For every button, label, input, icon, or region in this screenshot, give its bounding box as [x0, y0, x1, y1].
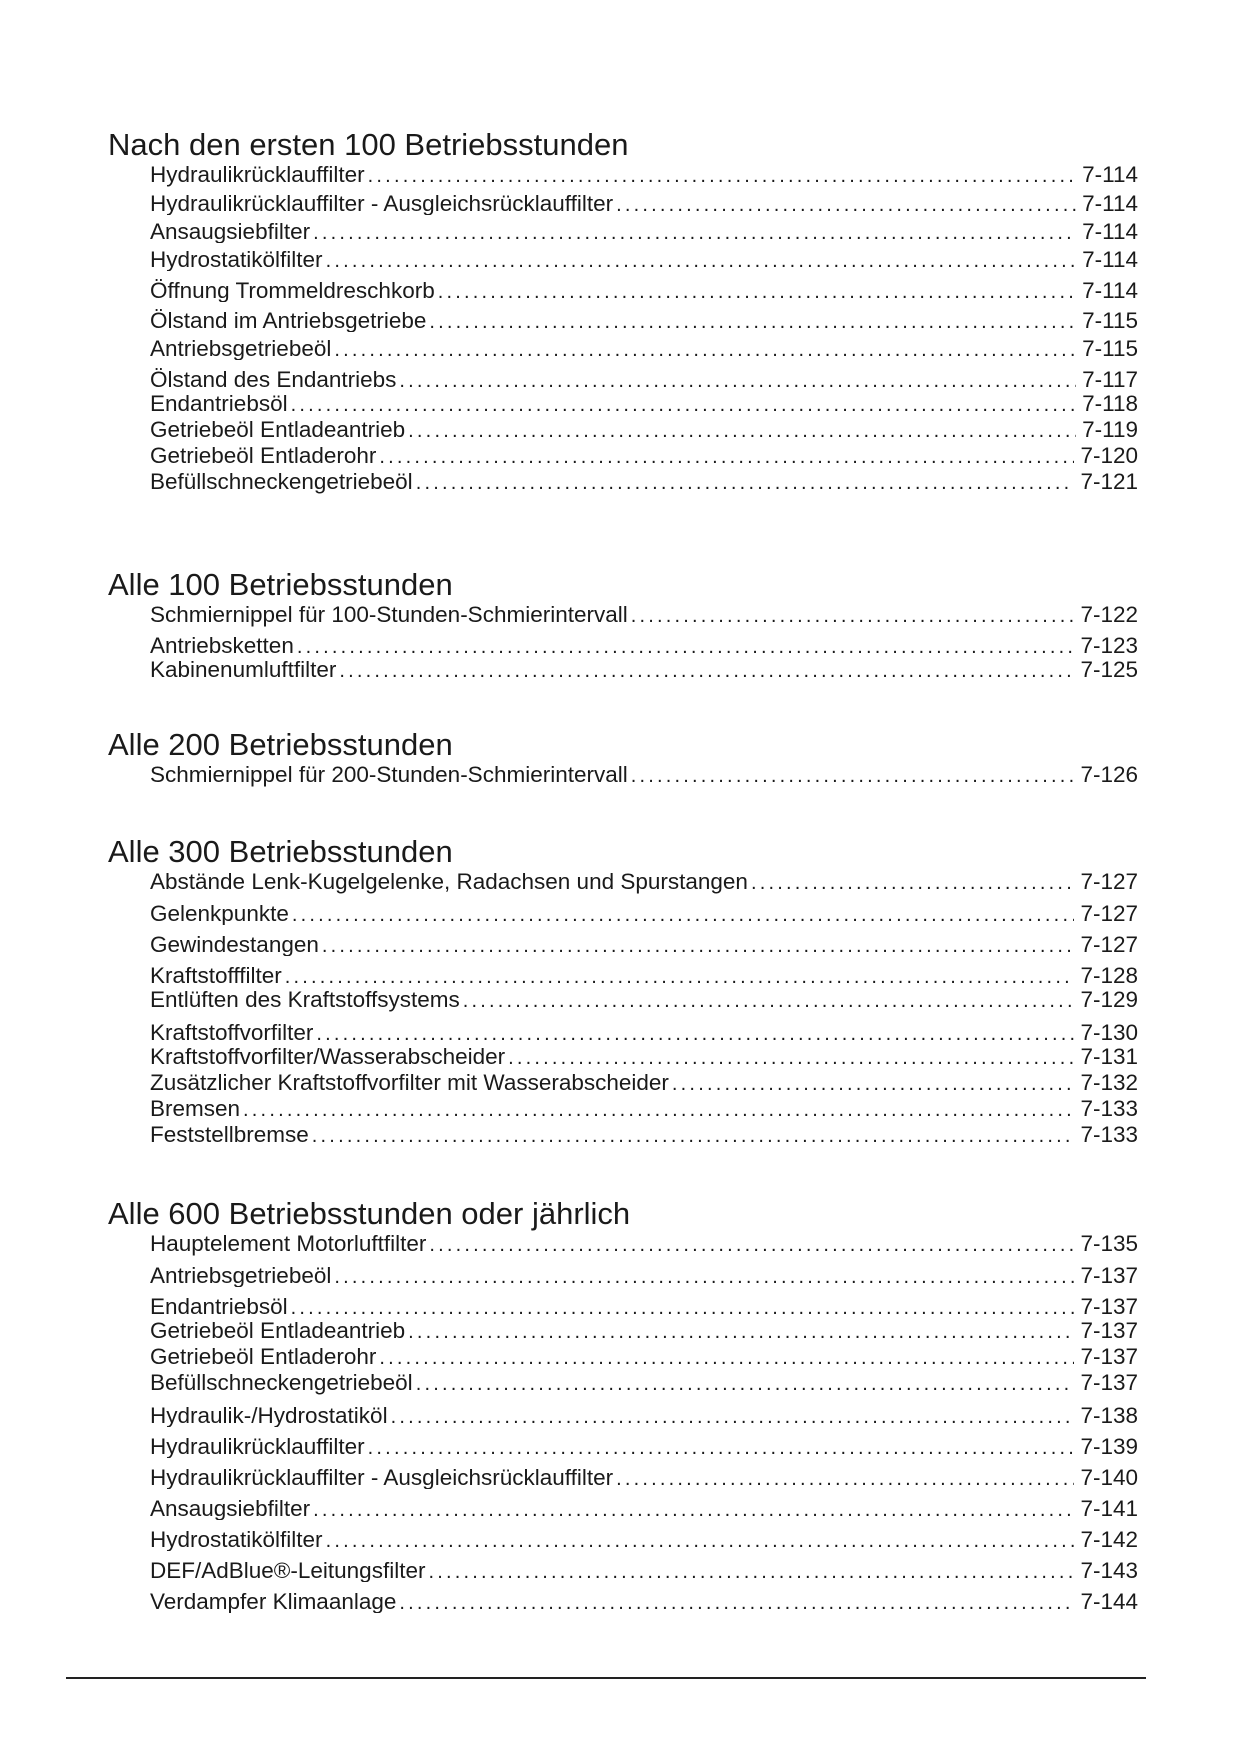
entry-label: Getriebeöl Entladerohr [150, 1344, 377, 1369]
entry-label: Verdampfer Klimaanlage [150, 1589, 397, 1613]
entry-label: Hydrostatikölfilter [150, 247, 323, 271]
dot-leader [399, 1583, 1074, 1613]
toc-entry[interactable] [150, 1318, 1138, 1344]
entry-page: 7-137 [1080, 1370, 1138, 1395]
entry-label: Ansaugsiebfilter [150, 1496, 311, 1520]
entry-label: Ölstand im Antriebsgetriebe [150, 308, 427, 332]
entry-label: Hauptelement Motorluftfilter [150, 1231, 427, 1256]
dot-leader [408, 418, 1076, 443]
dot-leader [243, 1097, 1074, 1122]
dot-leader [751, 870, 1075, 894]
entry-label: Befüllschneckengetriebeöl [150, 469, 413, 494]
entry-label: Öffnung Trommeldreschkorb [150, 278, 435, 302]
dot-leader [616, 1459, 1074, 1489]
entry-label: Hydraulikrücklauffilter [150, 1434, 365, 1458]
dot-leader [291, 1288, 1075, 1318]
dot-leader [326, 1521, 1075, 1551]
dot-leader [408, 1319, 1074, 1344]
dot-leader [399, 361, 1076, 391]
toc-entry-list [108, 1231, 1138, 1613]
entry-page: 7-139 [1080, 1434, 1138, 1458]
entry-page: 7-133 [1080, 1122, 1138, 1147]
toc-entry[interactable] [150, 1287, 1138, 1318]
entry-label: Endantriebsöl [150, 391, 288, 416]
toc-section-first-100h [108, 127, 1138, 495]
entry-label: Hydrostatikölfilter [150, 1527, 323, 1551]
entry-page: 7-137 [1080, 1294, 1138, 1318]
entry-label: Hydraulikrücklauffilter - Ausgleichsrücklauffilter [150, 191, 614, 215]
entry-page: 7-141 [1080, 1496, 1138, 1520]
dot-leader [291, 392, 1077, 417]
toc-entry-list [108, 162, 1138, 495]
entry-page: 7-137 [1080, 1263, 1138, 1287]
toc-entry[interactable] [150, 762, 1138, 787]
dot-leader [672, 1071, 1075, 1096]
entry-label: Gewindestangen [150, 932, 319, 956]
toc-entry[interactable] [150, 1122, 1138, 1148]
entry-label: Kraftstofffilter [150, 963, 282, 987]
entry-label: Befüllschneckengetriebeöl [150, 1370, 413, 1395]
entry-label: Antriebsgetriebeöl [150, 1263, 332, 1287]
toc-entry[interactable] [150, 627, 1138, 657]
dot-leader [313, 1490, 1074, 1520]
toc-entry[interactable] [150, 417, 1138, 443]
toc-entry[interactable] [150, 1489, 1138, 1520]
dot-leader [339, 658, 1074, 683]
toc-entry[interactable] [150, 987, 1138, 1013]
toc-entry[interactable] [150, 1427, 1138, 1458]
toc-entry-list [108, 762, 1138, 787]
toc-entry-list [108, 869, 1138, 1148]
entry-page: 7-137 [1080, 1318, 1138, 1343]
toc-entry[interactable] [150, 302, 1138, 332]
entry-page: 7-127 [1080, 932, 1138, 956]
toc-entry[interactable] [150, 1551, 1138, 1582]
dot-leader [391, 1397, 1075, 1427]
entry-label: Abstände Lenk-Kugelgelenke, Radachsen und Spurstangen [150, 869, 748, 894]
toc-entry[interactable] [150, 657, 1138, 683]
toc-section-every-200h [108, 727, 1138, 787]
entry-page: 7-120 [1080, 443, 1138, 468]
entry-label: Getriebeöl Entladerohr [150, 443, 377, 468]
toc-entry[interactable] [150, 1582, 1138, 1613]
entry-label: Kraftstoffvorfilter [150, 1020, 314, 1044]
entry-page: 7-144 [1080, 1589, 1138, 1613]
entry-page: 7-123 [1080, 633, 1138, 657]
entry-page: 7-125 [1080, 657, 1138, 682]
section-title: Alle 300 Betriebsstunden [108, 834, 453, 869]
entry-label: Antriebsketten [150, 633, 294, 657]
dot-leader [379, 444, 1074, 469]
entry-page: 7-118 [1082, 391, 1138, 416]
dot-leader [631, 603, 1075, 627]
toc-entry[interactable] [150, 1344, 1138, 1370]
entry-page: 7-143 [1080, 1558, 1138, 1582]
toc-entry[interactable] [150, 162, 1138, 187]
entry-page: 7-127 [1080, 869, 1138, 894]
entry-label: Feststellbremse [150, 1122, 309, 1147]
dot-leader [334, 1257, 1074, 1287]
entry-page: 7-114 [1082, 219, 1138, 243]
entry-page: 7-114 [1082, 247, 1138, 271]
entry-label: Ansaugsiebfilter [150, 219, 311, 243]
entry-label: Hydraulik-/Hydrostatiköl [150, 1403, 388, 1427]
toc-entry[interactable] [150, 1044, 1138, 1070]
toc-section-every-100h [108, 567, 1138, 683]
toc-entry[interactable] [150, 1231, 1138, 1256]
toc-entry[interactable] [150, 1013, 1138, 1044]
dot-leader [438, 272, 1076, 302]
entry-label: Antriebsgetriebeöl [150, 336, 332, 360]
entry-page: 7-114 [1082, 162, 1138, 187]
dot-leader [368, 163, 1076, 187]
dot-leader [631, 763, 1075, 787]
section-title: Alle 600 Betriebsstunden oder jährlich [108, 1196, 631, 1231]
dot-leader [463, 988, 1075, 1013]
dot-leader [416, 1371, 1075, 1396]
entry-page: 7-128 [1080, 963, 1138, 987]
entry-page: 7-117 [1082, 367, 1138, 391]
entry-label: Hydraulikrücklauffilter - Ausgleichsrücklauffilter [150, 1465, 614, 1489]
toc-entry-list [108, 602, 1138, 683]
section-title: Alle 200 Betriebsstunden [108, 727, 453, 762]
toc-entry[interactable] [150, 443, 1138, 469]
toc-entry[interactable] [150, 243, 1138, 271]
entry-page: 7-121 [1080, 469, 1138, 494]
dot-leader [326, 244, 1077, 271]
dot-leader [508, 1045, 1074, 1070]
dot-leader [313, 216, 1076, 243]
toc-entry[interactable] [150, 1396, 1138, 1427]
entry-page: 7-114 [1082, 278, 1138, 302]
toc-entry[interactable] [150, 187, 1138, 215]
entry-label: Entlüften des Kraftstoffsystems [150, 987, 460, 1012]
entry-page: 7-137 [1080, 1344, 1138, 1369]
entry-page: 7-132 [1080, 1070, 1138, 1095]
entry-label: Gelenkpunkte [150, 901, 289, 925]
dot-leader [368, 1428, 1075, 1458]
toc-entry[interactable] [150, 1256, 1138, 1287]
toc-entry[interactable] [150, 1520, 1138, 1551]
dot-leader [416, 470, 1075, 495]
dot-leader [429, 303, 1076, 332]
toc-entry[interactable] [150, 1070, 1138, 1096]
entry-label: Bremsen [150, 1096, 241, 1121]
toc-entry[interactable] [150, 869, 1138, 894]
section-title: Nach den ersten 100 Betriebsstunden [108, 127, 629, 162]
dot-leader [316, 1014, 1074, 1044]
entry-label: Kabinenumluftfilter [150, 657, 337, 682]
toc-entry[interactable] [150, 602, 1138, 627]
toc-entry[interactable] [150, 271, 1138, 302]
toc-entry[interactable] [150, 391, 1138, 417]
dot-leader [334, 333, 1076, 360]
toc-entry[interactable] [150, 894, 1138, 925]
entry-page: 7-122 [1080, 602, 1138, 627]
toc-section-every-600h [108, 1196, 1138, 1613]
entry-page: 7-131 [1080, 1044, 1138, 1069]
entry-page: 7-140 [1080, 1465, 1138, 1489]
entry-page: 7-115 [1082, 308, 1138, 332]
dot-leader [616, 188, 1076, 215]
dot-leader [322, 926, 1075, 956]
toc-entry[interactable] [150, 469, 1138, 495]
entry-page: 7-129 [1080, 987, 1138, 1012]
dot-leader [428, 1552, 1074, 1582]
entry-label: Getriebeöl Entladeantrieb [150, 417, 406, 442]
entry-page: 7-126 [1080, 762, 1138, 787]
entry-page: 7-119 [1082, 417, 1138, 442]
toc-entry[interactable] [150, 925, 1138, 956]
entry-page: 7-130 [1080, 1020, 1138, 1044]
toc-entry[interactable] [150, 332, 1138, 360]
entry-label: Getriebeöl Entladeantrieb [150, 1318, 406, 1343]
entry-page: 7-135 [1080, 1231, 1138, 1256]
entry-page: 7-142 [1080, 1527, 1138, 1551]
dot-leader [429, 1232, 1074, 1256]
entry-label: Ölstand des Endantriebs [150, 367, 397, 391]
entry-label: Endantriebsöl [150, 1294, 288, 1318]
toc-section-every-300h [108, 834, 1138, 1148]
entry-page: 7-133 [1080, 1096, 1138, 1121]
dot-leader [297, 628, 1075, 657]
entry-page: 7-138 [1080, 1403, 1138, 1427]
entry-page: 7-114 [1082, 191, 1138, 215]
toc-entry[interactable] [150, 1458, 1138, 1489]
dot-leader [379, 1345, 1074, 1370]
toc-entry[interactable] [150, 360, 1138, 391]
entry-label: Schmiernippel für 200-Stunden-Schmierintervall [150, 762, 628, 787]
entry-label: Kraftstoffvorfilter/Wasserabscheider [150, 1044, 506, 1069]
toc-entry[interactable] [150, 1096, 1138, 1122]
dot-leader [285, 957, 1075, 987]
entry-label: Zusätzlicher Kraftstoffvorfilter mit Wasserabscheider [150, 1070, 669, 1095]
toc-entry[interactable] [150, 215, 1138, 243]
entry-label: DEF/AdBlue®-Leitungsfilter [150, 1558, 426, 1582]
entry-label: Schmiernippel für 100-Stunden-Schmierintervall [150, 602, 628, 627]
footer-divider [66, 1677, 1146, 1679]
entry-page: 7-115 [1082, 336, 1138, 360]
dot-leader [312, 1123, 1075, 1148]
dot-leader [292, 895, 1075, 925]
entry-label: Hydraulikrücklauffilter [150, 162, 365, 187]
toc-entry[interactable] [150, 1370, 1138, 1396]
toc-entry[interactable] [150, 956, 1138, 987]
entry-page: 7-127 [1080, 901, 1138, 925]
section-title: Alle 100 Betriebsstunden [108, 567, 453, 602]
